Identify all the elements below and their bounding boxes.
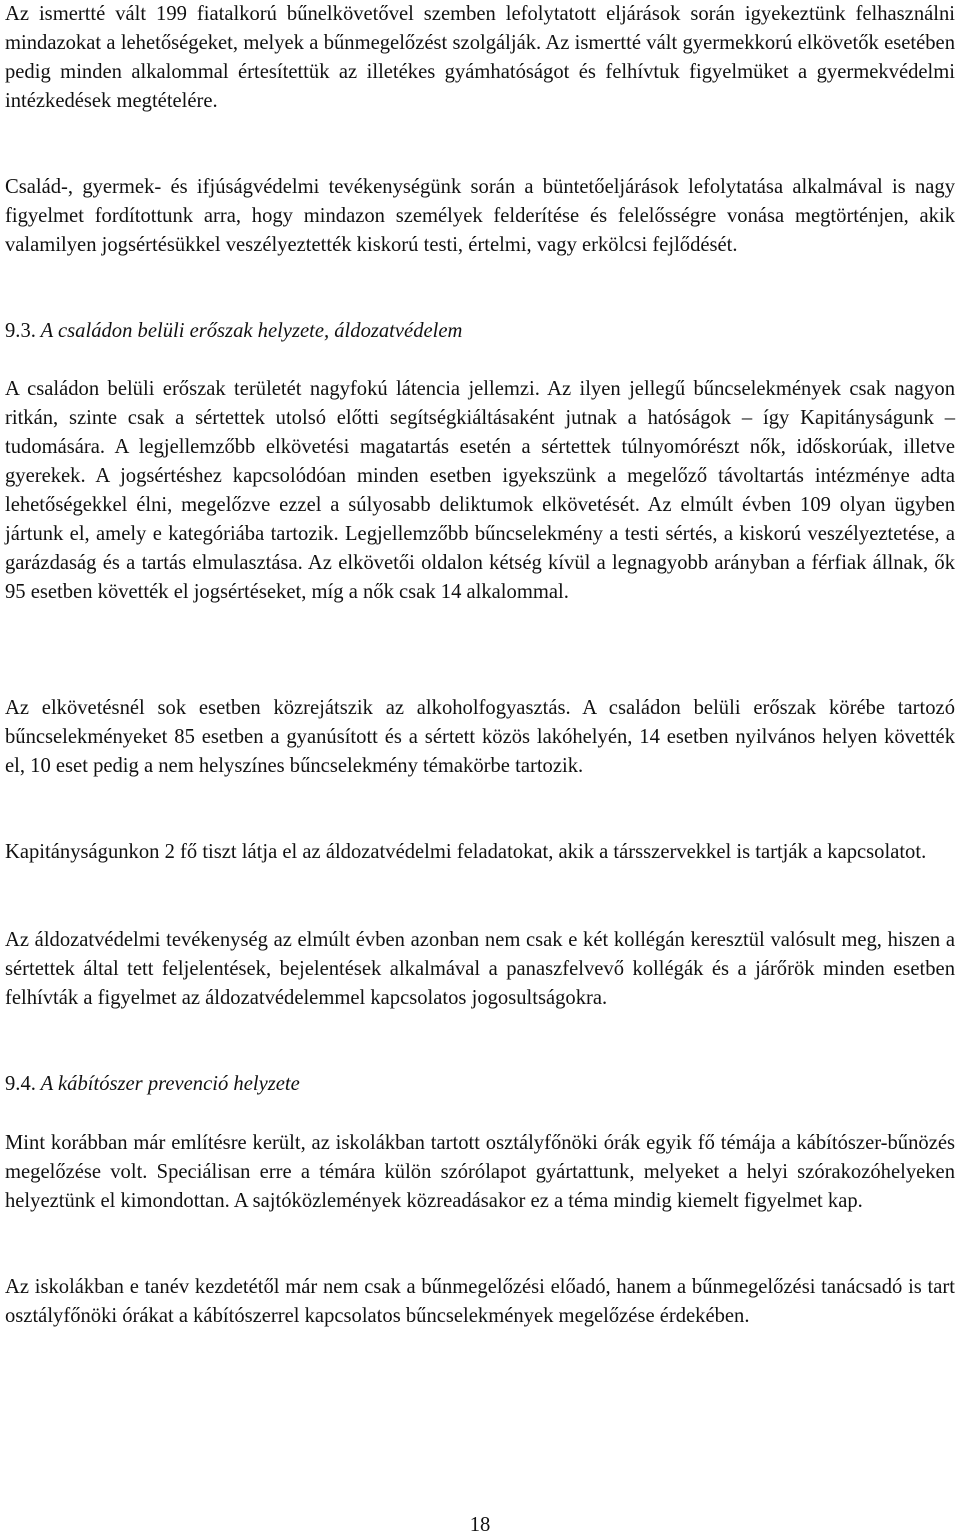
section-heading-9-4 [5, 1070, 955, 1099]
page-number: 18 [469, 1514, 491, 1536]
paragraph-child-protection: Család-, gyermek- és ifjúságvédelmi tevékenységünk során a büntetőeljárások lefolytatása alkalmával is nagy figyelmet fordítottunk arra, hogy mindazon személyek felderítése és felelősségre vonása megtörténjen, akik valamilyen jogsértésükkel veszélyeztették kiskorú testi, értelmi, vagy erkölcsi fejlődését. [5, 176, 955, 256]
section-number: 9.3. [5, 320, 36, 342]
paragraph-alcohol: Az elkövetésnél sok esetben közrejátszik az alkoholfogyasztás. A családon belüli erőszak körébe tartozó bűncselekményeket 85 esetben a gyanúsított és a sértett közös lakóhelyén, 14 esetben nyilvános helyen követték el, 10 eset pedig a nem helyszínes bűncselekmény témakörbe tartozik. [5, 697, 955, 777]
paragraph-drug-prevention-classes: Mint korábban már említésre került, az iskolákban tartott osztályfőnöki órák egyik fő témája a kábítószer-bűnözés megelőzése volt. Speciálisan erre a témára külön szórólapot gyártattunk, melyeket a helyi szórakozóhelyeken helyeztünk el kimondottan. A sajtóközlemények közreadásakor ez a téma mindig kiemelt figyelmet kap. [5, 1132, 955, 1212]
section-title: A kábítószer prevenció helyzete [40, 1073, 300, 1095]
paragraph-victim-officers: Kapitányságunkon 2 fő tiszt látja el az áldozatvédelmi feladatokat, akik a társszervekkel is tartják a kapcsolatot. [5, 841, 927, 863]
paragraph-domestic-violence: A családon belüli erőszak területét nagyfokú látencia jellemzi. Az ilyen jellegű bűncselekmények csak nagyon ritkán, szinte csak a sértettek utolsó előtti segítségkiáltásaként jutnak a hatóságok – így Kapitányságunk – tudomására. A legjellemzőbb elkövetési magatartás esetén a sértettek túlnyomórészt nők, időskorúak, illetve gyerekek. A jogsértéshez kapcsolódóan minden esetben igyekszünk a megelőző távoltartás intézménye adta lehetőségekkel élni, megelőzve ezzel a súlyosabb deliktumok elkövetését. Az elmúlt évben 109 olyan ügyben jártunk el, amely e kategóriába tartozik. Legjellemzőbb bűncselekmény a testi sértés, a kiskorú veszélyeztetése, a garázdaság és a tartás elmulasztása. Az elkövetői oldalon kétség kívül a legnagyobb arányban a férfiak állnak, ők 95 esetben követték el jogsértéseket, míg a nők csak 14 alkalommal. [5, 378, 955, 603]
paragraph-juvenile-offenders: Az ismertté vált 199 fiatalkorú bűnelkövetővel szemben lefolytatott eljárások során igyekeztünk felhasználni mindazokat a lehetőségeket, melyek a bűnmegelőzést szolgálják. Az ismertté vált gyermekkorú elkövetők esetében pedig minden alkalommal értesítettük az illetékes gyámhatóságot és felhívtuk figyelmüket a gyermekvédelmi intézkedések megtételére. [5, 3, 955, 112]
section-title: A családon belüli erőszak helyzete, áldozatvédelem [40, 320, 463, 342]
paragraph-drug-prevention-advisor: Az iskolákban e tanév kezdetétől már nem csak a bűnmegelőzési előadó, hanem a bűnmegelőzési tanácsadó is tart osztályfőnöki órákat a kábítószerrel kapcsolatos bűncselekmények megelőzése érdekében. [5, 1276, 955, 1327]
paragraph-victim-protection: Az áldozatvédelmi tevékenység az elmúlt évben azonban nem csak e két kollégán keresztül valósult meg, hiszen a sértettek által tett feljelentések, bejelentések alkalmával a panaszfelvevő kollégák és a járőrök minden esetben felhívták a figyelmet az áldozatvédelemmel kapcsolatos jogosultságokra. [5, 929, 955, 1009]
section-number: 9.4. [5, 1073, 36, 1095]
section-heading-9-3 [5, 317, 955, 346]
